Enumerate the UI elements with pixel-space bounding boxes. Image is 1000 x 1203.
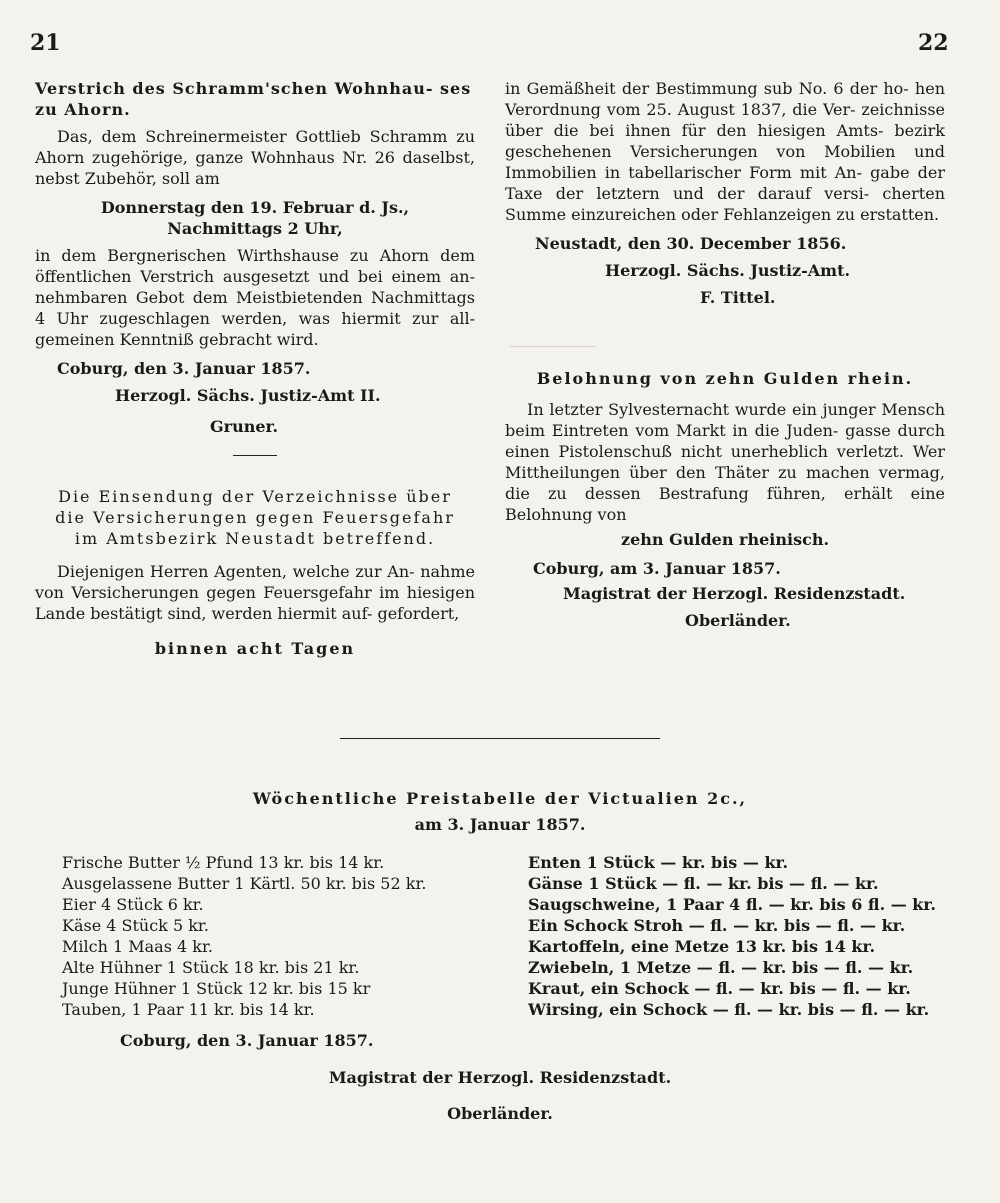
list-item: Enten 1 Stück — kr. bis — kr. [528,853,789,872]
notice1-body2: in dem Bergnerischen Wirthshause zu Ahorn dem öffentlichen Verstrich ausgesetzt und bei einem an- nehmbaren Gebot dem Meistbietenden Nachmittags 4 Uhr zugeschlagen werden, was hiermit zur all- gemeinen Kenntniß gebracht wird. [35,246,475,349]
price-table-place-date: Coburg, den 3. Januar 1857. [120,1031,374,1050]
list-item: Tauben, 1 Paar 11 kr. bis 14 kr. [62,1000,315,1019]
list-item: Eier 4 Stück 6 kr. [62,895,204,914]
list-item: Alte Hühner 1 Stück 18 kr. bis 21 kr. [62,958,360,977]
list-item: Käse 4 Stück 5 kr. [62,916,209,935]
price-table-header [0,788,1000,836]
price-list-left [62,852,426,1051]
section-divider [233,455,277,456]
notice1-signature: Gruner. [210,417,279,436]
list-item: Junge Hühner 1 Stück 12 kr. bis 15 kr [62,979,371,998]
notice1-place-date: Coburg, den 3. Januar 1857. [57,359,311,378]
list-item: Kartoffeln, eine Metze 13 kr. bis 14 kr. [528,937,876,956]
notice2-signature: F. Tittel. [700,288,776,307]
price-table-title: Wöchentliche Preistabelle der Victualien 2c., [252,789,748,808]
notice2-place-date: Neustadt, den 30. December 1856. [535,234,847,253]
notice2-body: Diejenigen Herren Agenten, welche zur An- nahme von Versicherungen gegen Feuersgefahr im hiesigen Lande bestätigt sind, werden hiermit auf- gefordert, [35,562,475,623]
notice3-place-date: Coburg, am 3. Januar 1857. [533,559,781,578]
notice1-body: Das, dem Schreinermeister Gottlieb Schramm zu Ahorn zugehörige, ganze Wohnhaus Nr. 26 daselbst, nebst Zubehör, soll am [35,127,475,188]
left-column [35,78,475,659]
page-number-right: 22 [918,30,949,56]
list-item: Wirsing, ein Schock — fl. — kr. bis — fl. — kr. [528,1000,930,1019]
price-list-right [528,852,936,1020]
table-separator-line [340,738,660,739]
list-item: Saugschweine, 1 Paar 4 fl. — kr. bis 6 fl. — kr. [528,895,936,914]
notice1-authority: Herzogl. Sächs. Justiz-Amt II. [115,386,381,405]
list-item: Zwiebeln, 1 Metze — fl. — kr. bis — fl. — kr. [528,958,914,977]
notice3-title: Belohnung von zehn Gulden rhein. [536,369,914,388]
notice3-body: In letzter Sylvesternacht wurde ein junger Mensch beim Eintreten vom Markt in die Juden- gasse durch einen Pistolenschuß nicht unerheblich verletzt. Wer Mittheilungen über den Thäter zu machen vermag, die zu dessen Bestrafung führen, erhält eine Belohnung von [505,400,945,524]
notice3-authority: Magistrat der Herzogl. Residenzstadt. [563,584,906,603]
notice3-reward: zehn Gulden rheinisch. [620,530,830,549]
list-item: Frische Butter ½ Pfund 13 kr. bis 14 kr. [62,853,385,872]
page-number-left: 21 [30,30,61,56]
notice2-title-line3: im Amtsbezirk Neustadt betreffend. [74,529,436,548]
price-table-signature: Oberländer. [447,1104,553,1123]
notice1-date-line1: Donnerstag den 19. Februar d. Js., [100,198,410,217]
notice2-deadline: binnen acht Tagen [154,639,356,658]
list-item: Ein Schock Stroh — fl. — kr. bis — fl. — kr. [528,916,906,935]
price-table-date: am 3. Januar 1857. [414,815,586,834]
notice3-signature: Oberländer. [685,611,791,630]
list-item: Milch 1 Maas 4 kr. [62,937,213,956]
price-table-authority: Magistrat der Herzogl. Residenzstadt. [328,1068,672,1087]
notice2-continuation: in Gemäßheit der Bestimmung sub No. 6 der ho- hen Verordnung vom 25. August 1837, die Ver- zeichnisse über die bei ihnen für den hiesigen Amts- bezirk geschehenen Versicherungen von Mobilien und Immobilien in tabellarischer Form mit An- gabe der Taxe der letztern und der darauf versi- cherten Summe einzureichen oder Fehlanzeigen zu erstatten. [505,79,945,224]
notice2-title-line1: Die Einsendung der Verzeichnisse über [58,487,452,506]
notice1-date-line2: Nachmittags 2 Uhr, [167,219,343,238]
notice2-title-line2: die Versicherungen gegen Feuersgefahr [55,508,455,527]
list-item: Gänse 1 Stück — fl. — kr. bis — fl. — kr. [528,874,879,893]
notice1-title: Verstrich des Schramm'schen Wohnhau- ses zu Ahorn. [35,79,472,119]
right-column [505,78,945,631]
list-item: Ausgelassene Butter 1 Kärtl. 50 kr. bis 52 kr. [62,874,427,893]
list-item: Kraut, ein Schock — fl. — kr. bis — fl. — kr. [528,979,911,998]
notice2-authority: Herzogl. Sächs. Justiz-Amt. [605,261,851,280]
bleed-through-decoration: ─────────── [510,340,597,355]
